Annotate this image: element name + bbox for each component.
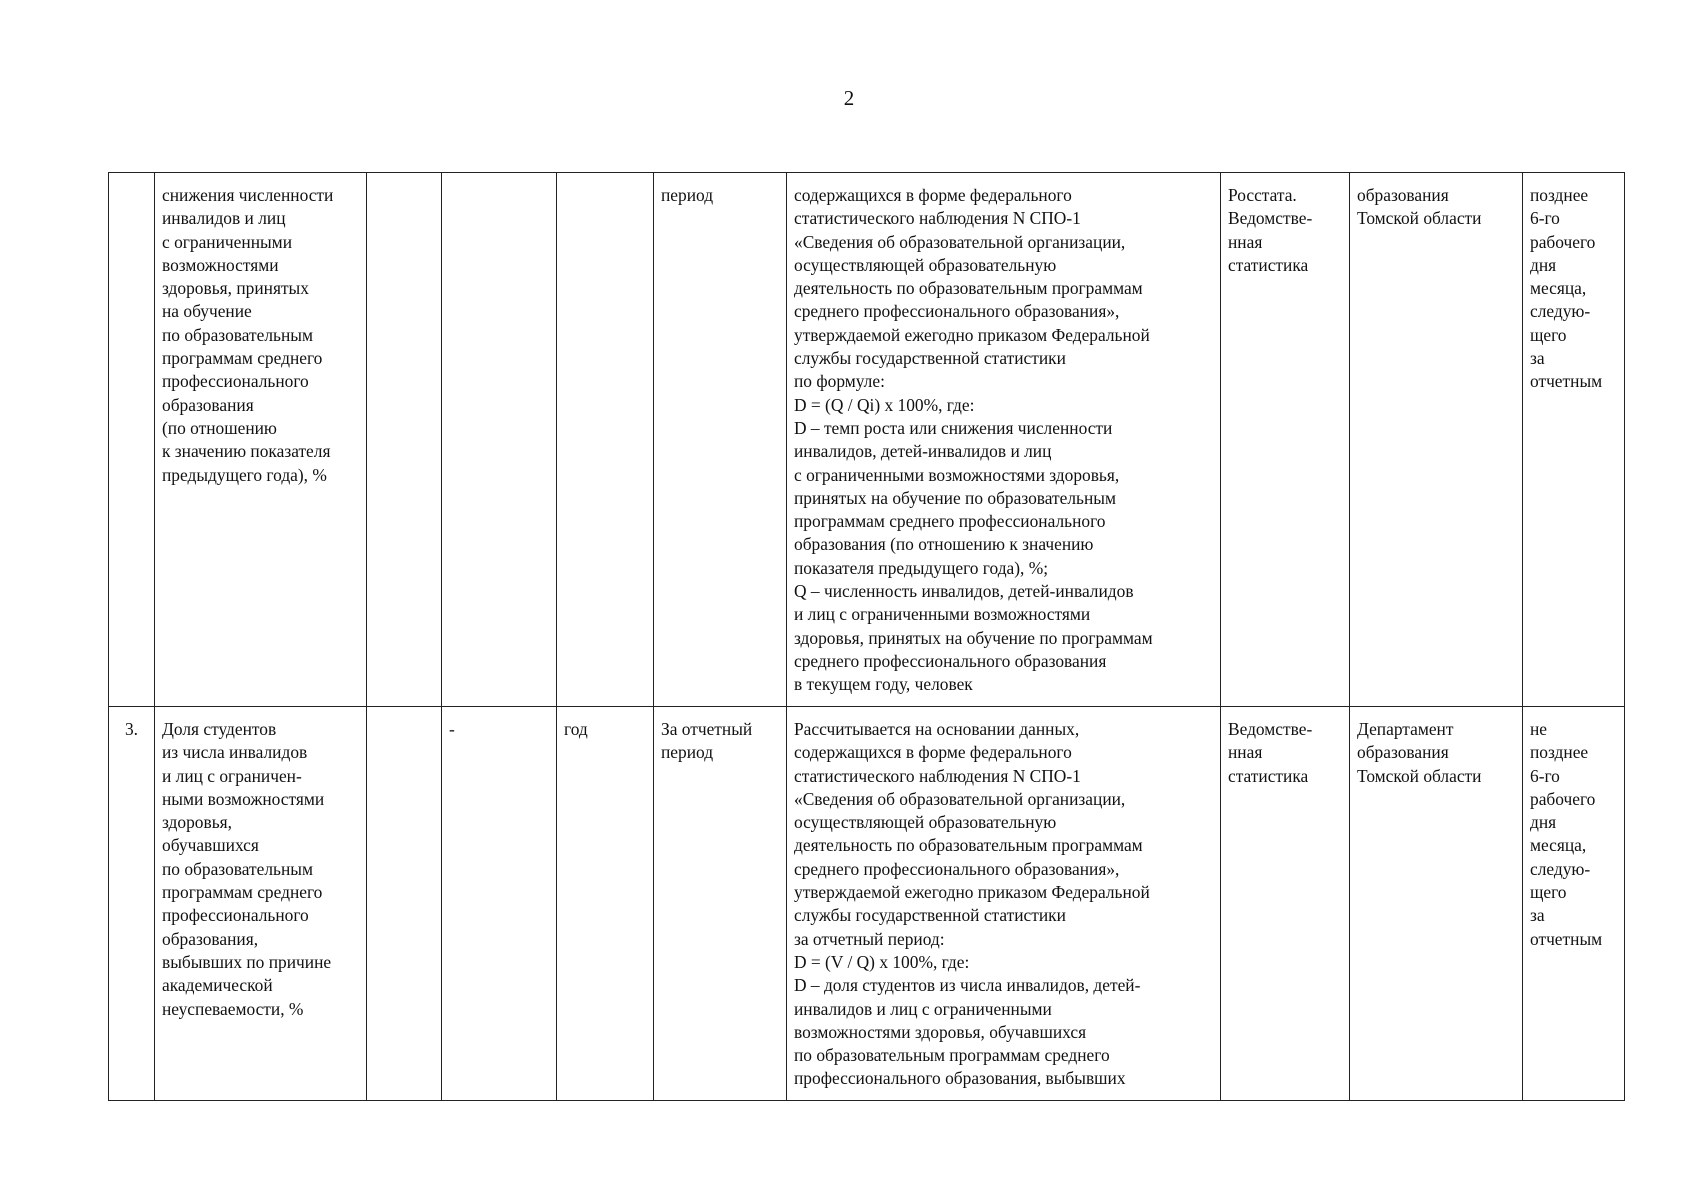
cell-line: содержащихся в форме федерального xyxy=(794,742,1072,763)
table-body xyxy=(109,173,1625,1101)
indicator-cell xyxy=(155,173,367,707)
column-3-cell xyxy=(367,707,442,1101)
source-cell xyxy=(1221,707,1350,1101)
table-row xyxy=(109,173,1625,707)
cell-line: месяца, xyxy=(1530,278,1587,299)
cell-line: «Сведения об образовательной организации, xyxy=(794,788,1126,809)
cell-line: с ограниченными возможностями здоровья, xyxy=(794,464,1120,485)
cell-line: из числа инвалидов xyxy=(162,742,308,763)
cell-line: За отчетный xyxy=(661,719,753,739)
cell-line: среднего профессионального образования», xyxy=(794,301,1120,322)
cell-line: по образовательным xyxy=(162,324,313,345)
cell-line: статистика xyxy=(1228,254,1309,275)
cell-line: профессионального образования, выбывших xyxy=(794,1068,1126,1089)
cell-line: следую- xyxy=(1530,858,1591,879)
cell-line: профессионального xyxy=(162,905,309,926)
period-cell xyxy=(654,173,787,707)
cell-line: и лиц с ограниченными возможностями xyxy=(794,604,1091,625)
method-cell xyxy=(787,173,1221,707)
cell-line: образования xyxy=(1357,185,1449,205)
cell-line: инвалидов и лиц xyxy=(162,208,286,229)
cell-line: деятельность по образовательным программам xyxy=(794,278,1143,299)
unit-cell xyxy=(557,173,654,707)
cell-line: период xyxy=(661,742,714,763)
cell-line: Ведомстве- xyxy=(1228,719,1313,739)
cell-line: дня xyxy=(1530,812,1557,833)
cell-line: среднего профессионального образования xyxy=(794,650,1107,671)
row-number-cell xyxy=(109,173,155,707)
cell-line: Ведомстве- xyxy=(1228,208,1313,229)
cell-line: отчетным xyxy=(1530,928,1603,949)
column-4-cell: - xyxy=(442,707,557,1101)
period-cell xyxy=(654,707,787,1101)
cell-line: снижения численности xyxy=(162,185,334,205)
cell-line: обучавшихся xyxy=(162,835,259,856)
cell-line: месяца, xyxy=(1530,835,1587,856)
responsible-cell xyxy=(1350,173,1523,707)
cell-line: образования xyxy=(162,394,254,415)
cell-line: образования (по отношению к значению xyxy=(794,534,1094,555)
cell-line: принятых на обучение по образовательным xyxy=(794,487,1116,508)
cell-line: утверждаемой ежегодно приказом Федеральной xyxy=(794,882,1150,903)
cell-line: предыдущего года), % xyxy=(162,464,327,485)
cell-line: в текущем году, человек xyxy=(794,674,973,695)
cell-line: здоровья, xyxy=(162,812,232,833)
cell-line: щего xyxy=(1530,882,1567,903)
unit-cell: год xyxy=(557,707,654,1101)
deadline-cell xyxy=(1523,173,1625,707)
cell-line: Q – численность инвалидов, детей-инвалидов xyxy=(794,581,1134,602)
cell-line: деятельность по образовательным программам xyxy=(794,835,1143,856)
cell-line: здоровья, принятых xyxy=(162,278,309,299)
cell-line: инвалидов, детей-инвалидов и лиц xyxy=(794,441,1052,462)
cell-line: осуществляющей образовательную xyxy=(794,812,1057,833)
cell-line: Рассчитывается на основании данных, xyxy=(794,719,1080,739)
cell-line: дня xyxy=(1530,254,1557,275)
cell-line: D – доля студентов из числа инвалидов, детей- xyxy=(794,975,1141,996)
cell-line: Доля студентов xyxy=(162,719,277,739)
cell-line: 6-го xyxy=(1530,765,1560,786)
cell-line: возможностями xyxy=(162,254,279,275)
cell-line: щего xyxy=(1530,324,1567,345)
cell-line: нная xyxy=(1228,231,1263,252)
cell-line: за отчетный период: xyxy=(794,928,945,949)
cell-line: (по отношению xyxy=(162,417,277,438)
page-number: 2 xyxy=(843,86,855,110)
cell-line: нная xyxy=(1228,742,1263,763)
cell-line: с ограниченными xyxy=(162,231,292,252)
cell-line: рабочего xyxy=(1530,231,1596,252)
indicators-table xyxy=(108,172,1625,1101)
cell-line: академической xyxy=(162,975,273,996)
cell-line: программам среднего xyxy=(162,348,323,369)
cell-line: Департамент xyxy=(1357,719,1454,739)
cell-line: службы государственной статистики xyxy=(794,905,1066,926)
cell-line: не xyxy=(1530,719,1548,739)
cell-line: образования xyxy=(1357,742,1449,763)
cell-line: «Сведения об образовательной организации, xyxy=(794,231,1126,252)
cell-line: здоровья, принятых на обучение по программам xyxy=(794,627,1153,648)
cell-line: по формуле: xyxy=(794,371,885,392)
column-3-cell xyxy=(367,173,442,707)
cell-line: D – темп роста или снижения численности xyxy=(794,417,1113,438)
cell-line: 6-го xyxy=(1530,208,1560,229)
cell-line: неуспеваемости, % xyxy=(162,998,304,1019)
cell-line: Томской области xyxy=(1357,208,1482,229)
cell-line: следую- xyxy=(1530,301,1591,322)
cell-line: D = (Q / Qi) x 100%, где: xyxy=(794,394,975,415)
cell-line: службы государственной статистики xyxy=(794,348,1066,369)
cell-line: содержащихся в форме федерального xyxy=(794,185,1072,205)
deadline-cell xyxy=(1523,707,1625,1101)
row-number-cell: 3. xyxy=(109,707,155,1101)
cell-line: по образовательным xyxy=(162,858,313,879)
cell-line: ными возможностями xyxy=(162,788,325,809)
cell-line: отчетным xyxy=(1530,371,1603,392)
cell-line: D = (V / Q) x 100%, где: xyxy=(794,951,970,972)
cell-line: утверждаемой ежегодно приказом Федеральной xyxy=(794,324,1150,345)
column-4-cell xyxy=(442,173,557,707)
cell-line: позднее xyxy=(1530,742,1589,763)
table-row xyxy=(109,707,1625,1101)
cell-line: за xyxy=(1530,905,1545,926)
cell-line: к значению показателя xyxy=(162,441,331,462)
cell-line: программам среднего профессионального xyxy=(794,511,1106,532)
cell-line: по образовательным программам среднего xyxy=(794,1045,1110,1066)
cell-line: позднее xyxy=(1530,185,1589,205)
cell-line: период xyxy=(661,185,714,205)
cell-line: и лиц с ограничен- xyxy=(162,765,302,786)
cell-line: программам среднего xyxy=(162,882,323,903)
cell-line: рабочего xyxy=(1530,788,1596,809)
indicator-cell xyxy=(155,707,367,1101)
cell-line: инвалидов и лиц с ограниченными xyxy=(794,998,1052,1019)
cell-line: на обучение xyxy=(162,301,252,322)
method-cell xyxy=(787,707,1221,1101)
cell-line: возможностями здоровья, обучавшихся xyxy=(794,1021,1087,1042)
cell-line: Росстата. xyxy=(1228,185,1297,205)
cell-line: за xyxy=(1530,348,1545,369)
cell-line: среднего профессионального образования», xyxy=(794,858,1120,879)
cell-line: Томской области xyxy=(1357,765,1482,786)
source-cell xyxy=(1221,173,1350,707)
cell-line: образования, xyxy=(162,928,259,949)
cell-line: статистического наблюдения N СПО-1 xyxy=(794,208,1081,229)
cell-line: профессионального xyxy=(162,371,309,392)
cell-line: статистика xyxy=(1228,765,1309,786)
cell-line: осуществляющей образовательную xyxy=(794,254,1057,275)
responsible-cell xyxy=(1350,707,1523,1101)
cell-line: показателя предыдущего года), %; xyxy=(794,557,1049,578)
cell-line: статистического наблюдения N СПО-1 xyxy=(794,765,1081,786)
cell-line: выбывших по причине xyxy=(162,951,332,972)
